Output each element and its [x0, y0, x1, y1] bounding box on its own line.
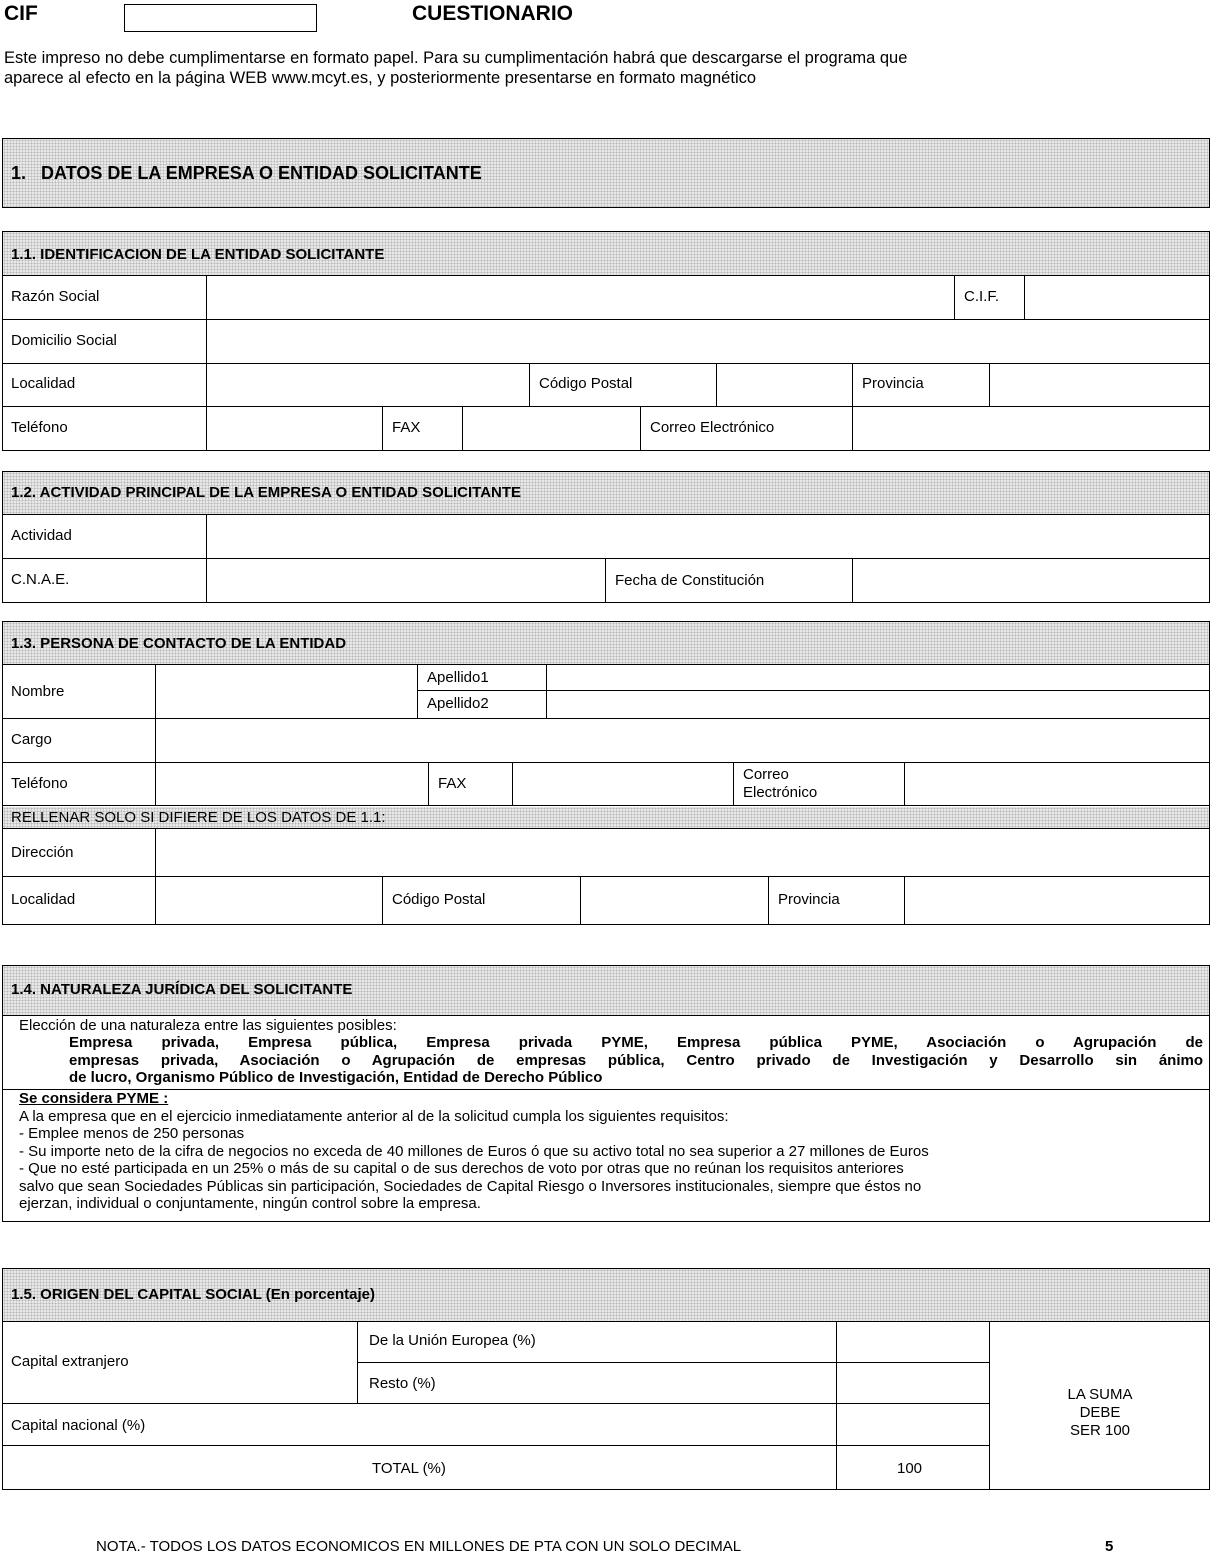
capital-extranjero-label: Capital extranjero	[11, 1353, 129, 1370]
section-1-3-header	[3, 622, 1209, 665]
direccion-label: Dirección	[11, 844, 74, 861]
cargo-field[interactable]	[157, 720, 1206, 761]
codigo-postal-label: Código Postal	[539, 375, 633, 392]
section-1-5-header	[3, 1269, 1209, 1322]
total-value: 100	[897, 1460, 923, 1477]
pyme-line-6: ejerzan, individual o conjuntamente, ningún control sobre la empresa.	[19, 1195, 481, 1212]
total-label: TOTAL (%)	[372, 1460, 446, 1477]
naturaleza-options-line-2: empresas privada, Asociación o Agrupación de empresas pública, Centro privado de Investigación y Desarrollo sin ánimo	[69, 1051, 1203, 1069]
correo-label: Correo Electrónico	[650, 419, 775, 436]
contacto-provincia-field[interactable]	[906, 878, 1206, 922]
section-1-2-table	[2, 471, 1210, 603]
footer-note: NOTA.- TODOS LOS DATOS ECONOMICOS EN MILLONES DE PTA CON UN SOLO DECIMAL	[96, 1538, 742, 1555]
pyme-title: Se considera PYME :	[19, 1090, 169, 1107]
provincia-field[interactable]	[991, 364, 1206, 406]
fecha-constitucion-label: Fecha de Constitución	[615, 572, 765, 589]
section-1-banner	[2, 138, 1210, 208]
contacto-codigo-postal-field[interactable]	[582, 878, 767, 922]
fax-field[interactable]	[464, 408, 639, 450]
contacto-correo-label	[743, 766, 817, 802]
section-1-1-table	[2, 231, 1210, 451]
apellido1-label: Apellido1	[427, 669, 489, 686]
intro-text	[4, 48, 907, 88]
page-title: CUESTIONARIO	[412, 2, 574, 25]
suma-note	[991, 1386, 1209, 1440]
capital-nacional-field[interactable]	[838, 1405, 988, 1444]
cif-field[interactable]	[1026, 276, 1206, 318]
localidad-field[interactable]	[208, 364, 528, 406]
cif-label: CIF	[4, 2, 38, 25]
fax-label: FAX	[392, 419, 421, 436]
razon-social-field[interactable]	[208, 276, 953, 318]
suma-note-line-3: SER 100	[1069, 1422, 1131, 1439]
contacto-telefono-label: Teléfono	[11, 775, 68, 792]
cif-field-label: C.I.F.	[964, 288, 1000, 305]
suma-note-line-1: LA SUMA	[1067, 1386, 1133, 1403]
direccion-field[interactable]	[157, 830, 1206, 874]
telefono-field[interactable]	[208, 408, 382, 450]
apellido2-label: Apellido2	[427, 695, 489, 712]
naturaleza-options-line-3: de lucro, Organismo Público de Investigación, Entidad de Derecho Público	[69, 1069, 603, 1086]
section-1-4-title: 1.4. NATURALEZA JURÍDICA DEL SOLICITANTE	[11, 981, 353, 998]
section-1-title: 1. DATOS DE LA EMPRESA O ENTIDAD SOLICITANTE	[11, 163, 482, 183]
cif-input-box[interactable]	[124, 4, 317, 32]
naturaleza-options-line-1: Empresa privada, Empresa pública, Empresa privada PYME, Empresa pública PYME, Asociación o Agrupación de	[69, 1034, 1203, 1051]
pyme-line-2: - Emplee menos de 250 personas	[19, 1125, 245, 1142]
section-1-2-title: 1.2. ACTIVIDAD PRINCIPAL DE LA EMPRESA O ENTIDAD SOLICITANTE	[11, 484, 522, 501]
section-1-1-title: 1.1. IDENTIFICACION DE LA ENTIDAD SOLICITANTE	[11, 246, 385, 263]
fecha-constitucion-field[interactable]	[854, 560, 1206, 601]
suma-note-line-2: DEBE	[1079, 1404, 1121, 1421]
rellenar-row	[3, 807, 1209, 828]
pyme-line-5: salvo que sean Sociedades Públicas sin participación, Sociedades de Capital Riesgo o Inversores institucionales, siempre que éstos no	[19, 1177, 922, 1195]
actividad-field[interactable]	[208, 516, 1206, 557]
capital-nacional-label: Capital nacional (%)	[11, 1417, 146, 1434]
codigo-postal-field[interactable]	[718, 364, 851, 406]
section-1-3-table	[2, 621, 1210, 925]
razon-social-label: Razón Social	[11, 288, 100, 305]
nombre-field[interactable]	[157, 666, 415, 718]
cnae-label: C.N.A.E.	[11, 571, 70, 588]
pyme-line-3: - Su importe neto de la cifra de negocios no exceda de 40 millones de Euros ó que su activo total no sea superior a 27 millones de Euros	[19, 1142, 929, 1160]
intro-line-1: Este impreso no debe cumplimentarse en formato papel. Para su cumplimentación habrá que descargarse el programa que	[4, 49, 908, 67]
contacto-correo-label-1: Correo	[743, 766, 789, 783]
localidad-label: Localidad	[11, 375, 76, 392]
intro-line-2: aparece al efecto en la página WEB www.mcyt.es, y posteriormente presentarse en formato magnético	[4, 69, 757, 87]
contacto-localidad-field[interactable]	[157, 878, 381, 922]
section-1-4-table	[2, 965, 1210, 1222]
union-europea-label: De la Unión Europea (%)	[369, 1332, 536, 1349]
apellido2-field[interactable]	[548, 692, 1206, 718]
domicilio-social-label: Domicilio Social	[11, 332, 117, 349]
contacto-correo-field[interactable]	[906, 764, 1206, 804]
pyme-line-1: A la empresa que en el ejercicio inmediatamente anterior al de la solicitud cumpla los siguientes requisitos:	[19, 1107, 729, 1125]
section-1-5-title: 1.5. ORIGEN DEL CAPITAL SOCIAL (En porcentaje)	[11, 1286, 375, 1303]
section-1-5-table	[2, 1268, 1210, 1490]
contacto-fax-label: FAX	[438, 775, 467, 792]
provincia-label: Provincia	[862, 375, 924, 392]
contacto-codigo-postal-label: Código Postal	[392, 891, 486, 908]
union-europea-field[interactable]	[838, 1323, 988, 1361]
resto-label: Resto (%)	[369, 1375, 436, 1392]
section-1-2-header	[3, 472, 1209, 515]
section-1-4-header	[3, 966, 1209, 1016]
section-1-1-header	[3, 232, 1209, 276]
domicilio-social-field[interactable]	[208, 320, 1206, 362]
page-number: 5	[1105, 1538, 1114, 1555]
contacto-telefono-field[interactable]	[157, 764, 427, 804]
contacto-provincia-label: Provincia	[778, 891, 840, 908]
contacto-localidad-label: Localidad	[11, 891, 76, 908]
cargo-label: Cargo	[11, 731, 52, 748]
pyme-criteria	[19, 1090, 929, 1213]
cnae-field[interactable]	[208, 560, 604, 601]
section-1-3-title: 1.3. PERSONA DE CONTACTO DE LA ENTIDAD	[11, 635, 347, 652]
contacto-correo-label-2: Electrónico	[743, 784, 818, 801]
pyme-line-4: - Que no esté participada en un 25% o más de su capital o de sus derechos de voto por otras que no reúnan los requisitos anteriores	[19, 1160, 904, 1177]
actividad-label: Actividad	[11, 527, 72, 544]
rellenar-note: RELLENAR SOLO SI DIFIERE DE LOS DATOS DE 1.1:	[11, 809, 386, 826]
naturaleza-options	[69, 1034, 1203, 1087]
correo-field[interactable]	[854, 408, 1206, 450]
apellido1-field[interactable]	[548, 666, 1206, 689]
telefono-label: Teléfono	[11, 419, 68, 436]
nombre-label: Nombre	[11, 683, 65, 700]
contacto-fax-field[interactable]	[514, 764, 732, 804]
resto-field[interactable]	[838, 1364, 988, 1402]
eleccion-text: Elección de una naturaleza entre las siguientes posibles:	[19, 1017, 397, 1034]
